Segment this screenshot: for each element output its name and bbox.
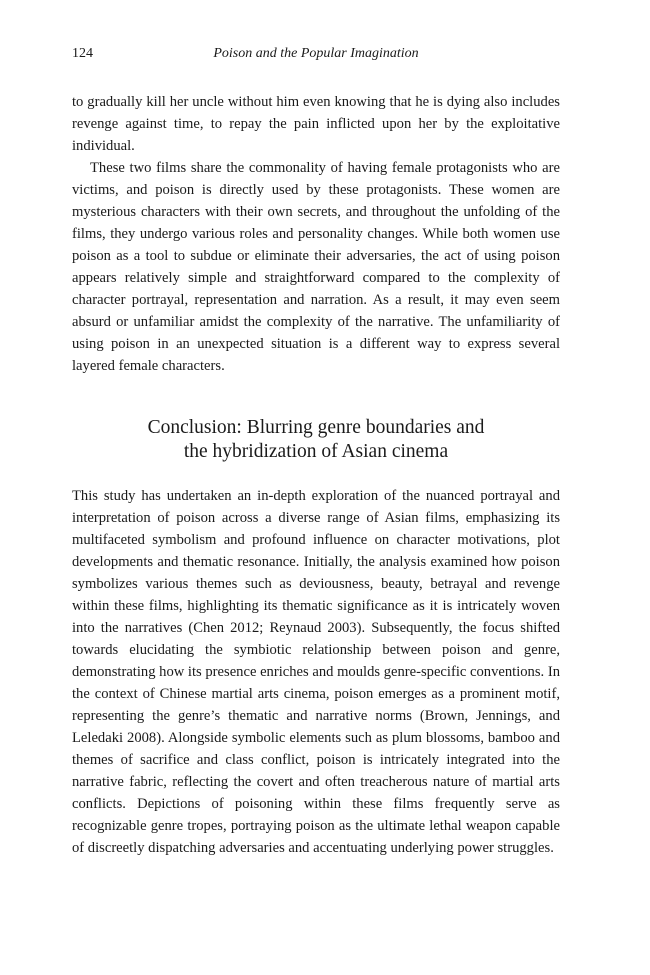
section-heading-line-2: the hybridization of Asian cinema [183, 441, 449, 462]
page-number: 124 [72, 46, 93, 61]
section-heading [72, 416, 560, 464]
body-text-top [72, 91, 560, 377]
paragraph-continued: to gradually kill her uncle without him even knowing that he is dying also includes revenge against time, to repay the pain inflicted upon her by the exploitative individual. [72, 94, 560, 154]
running-head [72, 46, 560, 66]
section-heading-line-1: Conclusion: Blurring genre boundaries and [147, 417, 485, 438]
running-title: Poison and the Popular Imagination [213, 46, 419, 61]
conclusion-paragraph: This study has undertaken an in-depth exploration of the nuanced portrayal and interpretation of poison across a diverse range of Asian films, emphasizing its multifaceted symbolism and profound influence on character motivations, plot developments and thematic resonance. Initially, the analysis examined how poison symbolizes various themes such as deviousness, beauty, betrayal and revenge within these films, highlighting its thematic significance as it is intricately woven into the narratives (Chen 2012; Reynaud 2003). Subsequently, the focus shifted towards elucidating the symbiotic relationship between poison and genre, demonstrating how its presence enriches and moulds genre-specific conventions. In the context of Chinese martial arts cinema, poison emerges as a prominent motif, representing the genre’s thematic and narrative norms (Brown, Jennings, and Leledaki 2008). Alongside symbolic elements such as plum blossoms, bamboo and themes of sacrifice and class conflict, poison is intricately integrated into the narrative fabric, reflecting the covert and often treacherous nature of martial arts conflicts. Depictions of poisoning within these films frequently serve as recognizable genre tropes, portraying poison as the ultimate lethal weapon capable of discreetly dispatching adversaries and accentuating underlying power struggles. [72, 488, 560, 856]
paragraph-two: These two films share the commonality of having female protagonists who are victims, and poison is directly used by these protagonists. These women are mysterious characters with their own secrets, and throughout the unfolding of the films, they undergo various roles and personality changes. While both women use poison as a tool to subdue or eliminate their adversaries, the act of using poison appears relatively simple and straightforward compared to the complexity of character portrayal, representation and narration. As a result, it may even seem absurd or unfamiliar amidst the complexity of the narrative. The unfamiliarity of using poison in an unexpected situation is a different way to express several layered female characters. [72, 160, 560, 374]
body-text-conclusion [72, 485, 560, 859]
